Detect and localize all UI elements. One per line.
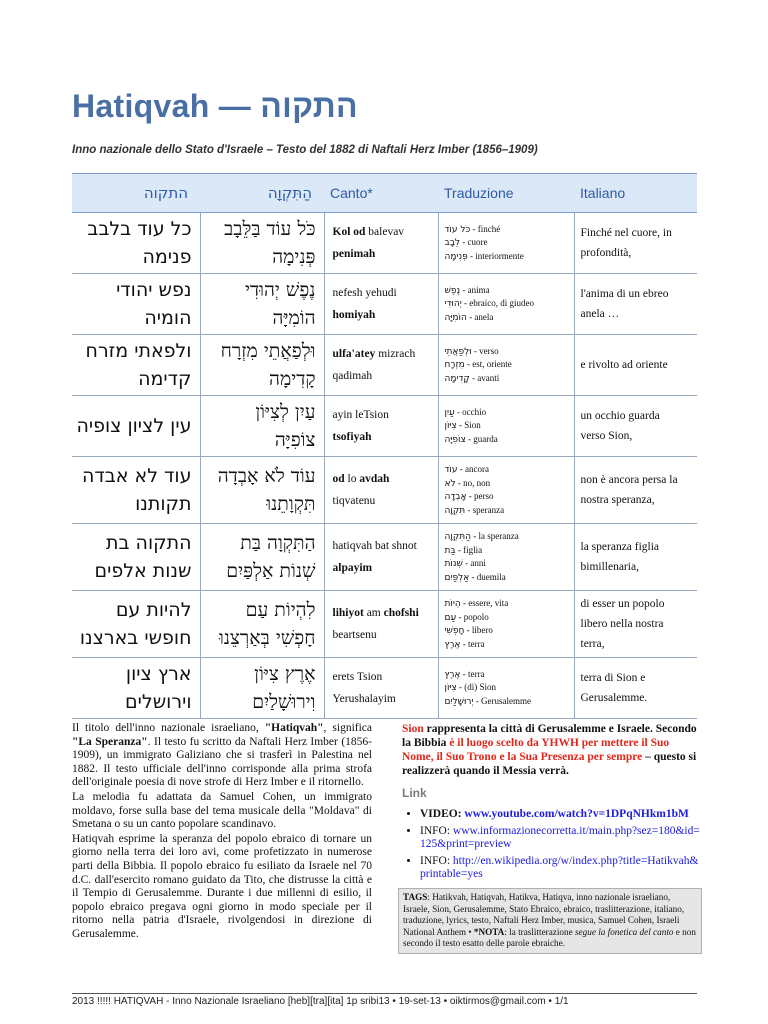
italiano-line: Gerusalemme. bbox=[580, 692, 648, 704]
niqqud-line: כֹּל עוֹד בַּלֵּבָב bbox=[224, 218, 316, 240]
translation-line bbox=[445, 544, 574, 558]
canto-line bbox=[333, 557, 438, 579]
translation-meaning: - duemila bbox=[469, 571, 506, 582]
translation-meaning: - avanti bbox=[469, 372, 500, 383]
translation-line bbox=[445, 668, 574, 682]
niqqud-line: חָפְשִׁי בְּאַרְצֵנוּ bbox=[218, 627, 316, 649]
italiano-line: nostra speranza, bbox=[580, 494, 655, 506]
canto-word: tiqvatenu bbox=[332, 495, 376, 507]
niqqud-cell bbox=[200, 335, 324, 396]
header-traduzione: Traduzione bbox=[438, 174, 574, 213]
italiano-line: la speranza figlia bbox=[580, 541, 660, 553]
italiano-line: e rivolto ad oriente bbox=[580, 359, 668, 371]
hebrew-cell bbox=[72, 274, 200, 335]
header-italiano: Italiano bbox=[574, 174, 697, 213]
hebrew-cell bbox=[72, 591, 200, 658]
italiano-line: libero nella nostra bbox=[580, 618, 664, 630]
traduzione-cell bbox=[438, 457, 574, 524]
body-paragraph: Hatiqvah esprime la speranza del popolo ebraico di tornare un giorno nella terra dei loro avi, come profetizzato in numerose parti della Bibbia. Il popolo ebraico fu esiliato da Israele nel 70 d.C. dall'esercito romano guidato da Tito, che distrusse la città e il Tempio di Gerusalemme. Durante i due millenni di esilio, il popolo ebraico pregava ogni giorno in modo speciale per il ritorno nella patria d'Israele, rivolgendosi in direzione di Gerusalemme. bbox=[72, 832, 372, 940]
canto-word: homiyah bbox=[332, 309, 376, 321]
niqqud-line: פְּנִימָה bbox=[272, 246, 316, 268]
canto-word: hatiqvah bat shnot bbox=[332, 540, 417, 552]
translation-hebrew-word: לֵבָב bbox=[444, 238, 461, 249]
canto-word: Kol od bbox=[332, 226, 366, 238]
canto-word: ayin leTsion bbox=[332, 409, 389, 421]
table-row bbox=[72, 457, 697, 524]
translation-meaning: - no, non bbox=[455, 477, 491, 488]
translation-line bbox=[445, 419, 574, 433]
canto-word: mizrach bbox=[375, 348, 416, 360]
nota-text: : la traslitterazione bbox=[504, 926, 575, 937]
canto-word: erets Tsion bbox=[332, 671, 383, 683]
canto-cell bbox=[324, 457, 438, 524]
translation-meaning: - figlia bbox=[455, 544, 483, 555]
traduzione-cell bbox=[438, 396, 574, 457]
translation-hebrew-word: שְׁנוֹת bbox=[444, 559, 463, 569]
translation-line bbox=[445, 463, 574, 477]
sion-word: Sion bbox=[402, 723, 424, 735]
niqqud-cell bbox=[200, 591, 324, 658]
translation-line bbox=[445, 624, 574, 638]
link-item bbox=[420, 808, 702, 821]
translation-hebrew-word: אַלְפַּיִם bbox=[444, 572, 470, 583]
niqqud-line: צוֹפִיָּה bbox=[274, 429, 316, 451]
translation-meaning: - libero bbox=[464, 625, 493, 635]
hebrew-line: נפש יהודי bbox=[116, 279, 192, 301]
hebrew-line: התקוה בת bbox=[106, 532, 192, 554]
canto-line bbox=[333, 468, 438, 490]
canto-cell bbox=[324, 213, 438, 274]
canto-word: am bbox=[363, 607, 384, 619]
canto-word: balevav bbox=[365, 226, 405, 238]
niqqud-cell bbox=[200, 658, 324, 719]
translation-meaning: - cuore bbox=[460, 237, 488, 248]
page-footer: 2013 !!!!! HATIQVAH - Inno Nazionale Israeliano [heb][tra][ita] 1p sribi13 • 19-set-13 • oiktirmos@gmail.com • 1/1 bbox=[72, 996, 569, 1007]
traduzione-cell bbox=[438, 335, 574, 396]
canto-word: od bbox=[332, 473, 345, 485]
translation-line bbox=[445, 223, 574, 237]
translation-hebrew-word: עַיִן bbox=[444, 407, 455, 418]
translation-hebrew-word: צִיּוֹן bbox=[444, 421, 457, 432]
italiano-cell bbox=[574, 335, 697, 396]
body-paragraph: La melodia fu adattata da Samuel Cohen, un immigrato moldavo, forse sulla base del tema musicale della "Moldava" di Smetana o su un canto popolare scandinavo. bbox=[72, 790, 372, 831]
italiano-cell bbox=[574, 213, 697, 274]
table-row bbox=[72, 658, 697, 719]
italiano-line: terra, bbox=[580, 638, 605, 650]
translation-meaning: - verso bbox=[471, 345, 499, 356]
canto-line bbox=[333, 688, 438, 710]
translation-hebrew-word: יְרוּשָׁלַיִם bbox=[444, 696, 474, 707]
footer-divider bbox=[72, 993, 697, 994]
niqqud-line: תִּקְוָתֵנוּ bbox=[266, 493, 316, 515]
translation-meaning: - perso bbox=[466, 491, 494, 501]
translation-meaning: - interiormente bbox=[467, 250, 524, 261]
translation-meaning: - occhio bbox=[454, 406, 487, 417]
link-item bbox=[420, 855, 702, 881]
table-row bbox=[72, 591, 697, 658]
nota-italic: segue la fonetica del canto bbox=[574, 926, 674, 937]
italiano-line: anela … bbox=[580, 308, 620, 320]
body-text-right bbox=[402, 722, 702, 885]
hebrew-line: תקותנו bbox=[135, 493, 192, 515]
translation-hebrew-word: צוֹפִיָּה bbox=[444, 434, 466, 445]
translation-meaning: - terra bbox=[460, 638, 485, 649]
translation-hebrew-word: פְּנִימָה bbox=[444, 251, 468, 262]
translation-hebrew-word: קָדִימָה bbox=[444, 373, 470, 384]
canto-word: qadimah bbox=[332, 370, 373, 382]
niqqud-line: עַיִן לְצִיּוֹן bbox=[255, 401, 316, 423]
hebrew-line: הומיה bbox=[144, 307, 192, 329]
translation-meaning: - (di) Sion bbox=[456, 682, 497, 693]
link-label: INFO: bbox=[420, 855, 453, 867]
hebrew-line: שנות אלפים bbox=[94, 560, 192, 582]
canto-line bbox=[333, 365, 438, 387]
translation-meaning: - Gerusalemme bbox=[473, 695, 532, 706]
translation-meaning: - est, oriente bbox=[464, 359, 512, 370]
header-niqqud: הַתִּקְוָה bbox=[200, 174, 324, 213]
sion-text-1: rappresenta la città di Gerusalemme e Israele. Secondo la Bibbia bbox=[402, 723, 697, 749]
italiano-line: un occhio guarda bbox=[580, 410, 660, 422]
translation-line bbox=[445, 284, 574, 298]
translation-meaning: - essere, vita bbox=[460, 598, 509, 608]
translation-line bbox=[445, 695, 574, 709]
niqqud-line: שְׁנוֹת אַלְפַּיִם bbox=[226, 560, 316, 582]
tags-text: : Hatikvah, Hatiqvah, Hatikva, Hatiqva, inno nazionale israeliano, Israele, Sion, Gerusalemme, Stato Ebraico, ebraico, traslitterazione, italiano, traduzione, lyrics, testo, Naftali Herz Imber, musica, Samuel Cohen, Israeli National Anthem • bbox=[403, 892, 685, 937]
italiano-cell bbox=[574, 396, 697, 457]
translation-meaning: - anela bbox=[466, 311, 494, 322]
hebrew-line: ארץ ציון bbox=[125, 663, 192, 685]
translation-meaning: - popolo bbox=[456, 611, 489, 622]
niqqud-line: עוֹד לֹא אָבְדָה bbox=[217, 465, 316, 487]
translation-hebrew-word: אֶרֶץ bbox=[444, 639, 461, 650]
canto-word: penimah bbox=[332, 248, 376, 260]
italiano-cell bbox=[574, 274, 697, 335]
translation-hebrew-word: חָפְשִׁי bbox=[444, 626, 465, 636]
italiano-line: verso Sion, bbox=[580, 430, 633, 442]
canto-line bbox=[333, 426, 438, 448]
table-row bbox=[72, 213, 697, 274]
hebrew-line: פנימה bbox=[142, 246, 192, 268]
link-section-title: Link bbox=[402, 786, 427, 800]
canto-line bbox=[333, 490, 438, 512]
canto-cell bbox=[324, 591, 438, 658]
table-row bbox=[72, 524, 697, 591]
italiano-cell bbox=[574, 524, 697, 591]
translation-hebrew-word: בַּת bbox=[444, 545, 456, 556]
canto-line bbox=[333, 666, 438, 688]
italiano-cell bbox=[574, 591, 697, 658]
translation-line bbox=[445, 681, 574, 695]
translation-line bbox=[445, 358, 574, 372]
table-row bbox=[72, 274, 697, 335]
hebrew-line: וירושלים bbox=[125, 691, 192, 713]
table-row bbox=[72, 396, 697, 457]
link-url[interactable]: www.informazionecorretta.it/main.php?sez=180&id=125&print=preview bbox=[420, 825, 700, 850]
table-header-row bbox=[72, 174, 697, 213]
hymn-table bbox=[72, 173, 697, 719]
traduzione-cell bbox=[438, 658, 574, 719]
translation-meaning: - terra bbox=[460, 668, 485, 679]
italiano-line: bimillenaria, bbox=[580, 561, 639, 573]
translation-line bbox=[445, 490, 574, 504]
canto-word: alpayim bbox=[332, 562, 373, 574]
niqqud-cell bbox=[200, 396, 324, 457]
canto-line bbox=[333, 243, 438, 265]
translation-line bbox=[445, 504, 574, 518]
canto-word: beartsenu bbox=[332, 629, 377, 641]
translation-line bbox=[445, 236, 574, 250]
link-url[interactable]: http://en.wikipedia.org/w/index.php?title=Hatikvah&printable=yes bbox=[420, 855, 699, 880]
header-hebrew: התקוה bbox=[72, 174, 200, 213]
translation-meaning: - la speranza bbox=[471, 531, 519, 541]
translation-line bbox=[445, 571, 574, 585]
link-url[interactable]: www.youtube.com/watch?v=1DPqNHkm1bM bbox=[464, 808, 689, 820]
translation-line bbox=[445, 311, 574, 325]
translation-hebrew-word: הְיוֹת bbox=[444, 599, 461, 609]
niqqud-line: וִירוּשָׁלַיִם bbox=[252, 691, 316, 713]
translation-hebrew-word: עַם bbox=[444, 612, 457, 623]
translation-hebrew-word: צִיּוֹן bbox=[444, 683, 457, 694]
translation-line bbox=[445, 530, 574, 544]
niqqud-line: לִהְיוֹת עַם bbox=[245, 599, 316, 621]
translation-hebrew-word: אֶרֶץ bbox=[444, 669, 461, 680]
canto-word: ulfa'atey bbox=[332, 348, 376, 360]
canto-line bbox=[333, 602, 438, 624]
hebrew-line: קדימה bbox=[138, 368, 192, 390]
translation-meaning: - anima bbox=[460, 284, 490, 295]
canto-line bbox=[333, 535, 438, 557]
table-row bbox=[72, 335, 697, 396]
canto-line bbox=[333, 404, 438, 426]
translation-meaning: - ancora bbox=[457, 464, 489, 474]
translation-line bbox=[445, 250, 574, 264]
niqqud-line: הַתִּקְוָה בַּת bbox=[240, 532, 316, 554]
translation-hebrew-word: הוֹמִיָּה bbox=[444, 312, 467, 323]
tags-box bbox=[398, 888, 702, 954]
hebrew-cell bbox=[72, 396, 200, 457]
page-subtitle: Inno nazionale dello Stato d'Israele – Testo del 1882 di Naftali Herz Imber (1856–1909) bbox=[72, 144, 538, 156]
italiano-line: Finché nel cuore, in bbox=[580, 227, 672, 239]
translation-hebrew-word: נֶפֶשׁ bbox=[444, 285, 461, 296]
canto-cell bbox=[324, 524, 438, 591]
traduzione-cell bbox=[438, 591, 574, 658]
canto-word: chofshi bbox=[383, 607, 419, 619]
niqqud-cell bbox=[200, 524, 324, 591]
hebrew-cell bbox=[72, 524, 200, 591]
header-canto: Canto* bbox=[324, 174, 438, 213]
table-body bbox=[72, 213, 697, 719]
canto-line bbox=[333, 343, 438, 365]
translation-line bbox=[445, 611, 574, 625]
body-paragraph: Il titolo dell'inno nazionale israeliano, "Hatiqvah", significa "La Speranza". Il testo fu scritto da Naftali Herz Imber (1856-1909), un immigrato Galiziano che si trasferì in Palestina nel 1882. Il testo ufficiale dell'inno corrisponde alla prima strofa dell'originale poesia di nove strofe di Herz Imber e il ritornello. bbox=[72, 722, 372, 789]
traduzione-cell bbox=[438, 213, 574, 274]
translation-line bbox=[445, 597, 574, 611]
hebrew-line: עוד לא אבדה bbox=[82, 465, 192, 487]
hebrew-cell bbox=[72, 658, 200, 719]
canto-cell bbox=[324, 658, 438, 719]
canto-word: tsofiyah bbox=[332, 431, 372, 443]
translation-hebrew-word: יְהוּדִי bbox=[444, 299, 462, 310]
nota-end: e non secondo il testo esatto delle parole ebraiche. bbox=[403, 926, 696, 948]
translation-line bbox=[445, 638, 574, 652]
translation-meaning: - speranza bbox=[465, 504, 505, 515]
italiano-cell bbox=[574, 658, 697, 719]
translation-line bbox=[445, 345, 574, 359]
niqqud-cell bbox=[200, 274, 324, 335]
translation-hebrew-word: הַתִּקְוָה bbox=[444, 532, 472, 542]
italiano-line: terra di Sion e bbox=[580, 672, 646, 684]
link-item bbox=[420, 825, 702, 851]
canto-line bbox=[333, 624, 438, 646]
translation-meaning: - Sion bbox=[456, 420, 481, 431]
italiano-cell bbox=[574, 457, 697, 524]
niqqud-line: אֶרֶץ צִיּוֹן bbox=[254, 663, 316, 685]
translation-hebrew-word: אָבְדָה bbox=[444, 492, 467, 502]
canto-line bbox=[333, 282, 438, 304]
canto-word: Yerushalayim bbox=[332, 693, 396, 705]
canto-cell bbox=[324, 335, 438, 396]
niqqud-line: הוֹמִיָּה bbox=[272, 307, 316, 329]
italiano-line: l'anima di un ebreo bbox=[580, 288, 669, 300]
page-title: Hatiqvah — התקוה bbox=[72, 88, 358, 124]
link-label: VIDEO: bbox=[420, 808, 465, 820]
translation-meaning: - finché bbox=[470, 223, 501, 234]
tags-label: TAGS bbox=[403, 892, 428, 902]
hebrew-cell bbox=[72, 213, 200, 274]
canto-cell bbox=[324, 274, 438, 335]
traduzione-cell bbox=[438, 524, 574, 591]
canto-line bbox=[333, 221, 438, 243]
translation-hebrew-word: עוֹד bbox=[444, 465, 458, 475]
nota-label: *NOTA bbox=[473, 926, 505, 937]
canto-word: lihiyot bbox=[332, 607, 364, 619]
hebrew-cell bbox=[72, 335, 200, 396]
translation-meaning: - ebraico, di giudeo bbox=[461, 298, 535, 309]
translation-line bbox=[445, 372, 574, 386]
sion-text-3: – questo si realizzerà quando il Messia verrà. bbox=[402, 751, 697, 777]
translation-hebrew-word: כֹּל עוֹד bbox=[444, 224, 471, 235]
translation-meaning: - guarda bbox=[465, 433, 498, 444]
translation-line bbox=[445, 557, 574, 571]
italiano-line: di esser un popolo bbox=[580, 598, 665, 610]
canto-word: nefesh yehudi bbox=[332, 287, 397, 299]
hebrew-line: להיות עם bbox=[115, 599, 192, 621]
sion-paragraph bbox=[402, 722, 702, 778]
hebrew-line: כל עוד בלבב bbox=[87, 218, 192, 240]
translation-hebrew-word: מִזְרָח bbox=[444, 360, 465, 371]
translation-meaning: - anni bbox=[462, 558, 486, 568]
niqqud-line: קָדִימָה bbox=[269, 368, 316, 390]
translation-line bbox=[445, 477, 574, 491]
link-label: INFO: bbox=[420, 825, 453, 837]
translation-line bbox=[445, 433, 574, 447]
niqqud-cell bbox=[200, 457, 324, 524]
hebrew-line: ולפאתי מזרח bbox=[85, 340, 192, 362]
translation-line bbox=[445, 406, 574, 420]
italiano-line: non è ancora persa la bbox=[580, 474, 678, 486]
body-text-left bbox=[72, 722, 372, 943]
canto-cell bbox=[324, 396, 438, 457]
hebrew-line: עין לציון צופיה bbox=[76, 415, 192, 437]
translation-line bbox=[445, 297, 574, 311]
translation-hebrew-word: וּלְפַאֲתֵי bbox=[444, 346, 472, 357]
niqqud-line: נֶפֶשׁ יְהוּדִי bbox=[244, 279, 316, 301]
canto-word: lo bbox=[344, 473, 360, 485]
canto-word: avdah bbox=[359, 473, 390, 485]
translation-hebrew-word: תִּקְוָה bbox=[444, 505, 466, 516]
hebrew-line: חופשי בארצנו bbox=[79, 627, 192, 649]
sion-text-red: è il luogo scelto da YHWH per mettere il Suo Nome, il Suo Trono e la Sua Presenza per sempre bbox=[402, 737, 670, 763]
traduzione-cell bbox=[438, 274, 574, 335]
niqqud-cell bbox=[200, 213, 324, 274]
hebrew-cell bbox=[72, 457, 200, 524]
italiano-line: profondità, bbox=[580, 247, 632, 259]
niqqud-line: וּלְפַאֲתֵי מִזְרָח bbox=[220, 340, 316, 362]
translation-hebrew-word: לֹא bbox=[444, 478, 456, 489]
link-list bbox=[402, 808, 702, 881]
canto-line bbox=[333, 304, 438, 326]
